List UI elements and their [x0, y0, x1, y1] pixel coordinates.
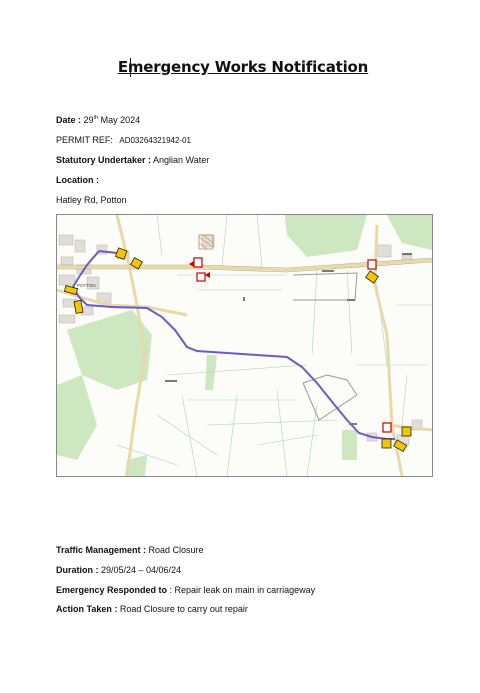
traffic-value: Road Closure	[146, 545, 204, 555]
date-line	[56, 115, 140, 125]
map-graphic	[57, 215, 432, 476]
permit-line	[56, 135, 191, 145]
action-value: Road Closure to carry out repair	[117, 604, 248, 614]
works-map	[56, 214, 433, 477]
map-place-label: POTTON	[77, 283, 96, 288]
responded-line	[56, 585, 315, 595]
duration-line	[56, 565, 181, 575]
undertaker-value: Anglian Water	[151, 155, 210, 165]
location-label: Location :	[56, 175, 99, 185]
date-day: 29	[83, 115, 94, 125]
location-value: Hatley Rd, Potton	[56, 195, 127, 205]
responded-value: : Repair leak on main in carriageway	[167, 585, 316, 595]
date-rest: May 2024	[98, 115, 141, 125]
date-label: Date :	[56, 115, 82, 125]
closure-sign-far-east	[368, 260, 376, 269]
action-label: Action Taken :	[56, 604, 118, 614]
grey-boundaries	[293, 273, 357, 420]
duration-value: 29/05/24 – 04/06/24	[98, 565, 182, 575]
date-suffix: th	[93, 115, 99, 121]
undertaker-line	[56, 155, 209, 165]
traffic-line	[56, 545, 204, 555]
closure-sign-south	[383, 423, 391, 432]
responded-label: Emergency Responded to	[56, 585, 168, 595]
action-line	[56, 604, 248, 614]
permit-value: AD03264321942-01	[119, 136, 191, 145]
page-title: Emergency Works Notification	[117, 58, 369, 76]
traffic-label: Traffic Management :	[56, 545, 147, 555]
location-line	[56, 175, 99, 185]
duration-label: Duration :	[56, 565, 99, 575]
closure-signs	[189, 258, 391, 432]
closure-sign-east	[197, 272, 210, 281]
permit-label: PERMIT REF:	[56, 135, 113, 145]
undertaker-label: Statutory Undertaker :	[56, 155, 152, 165]
